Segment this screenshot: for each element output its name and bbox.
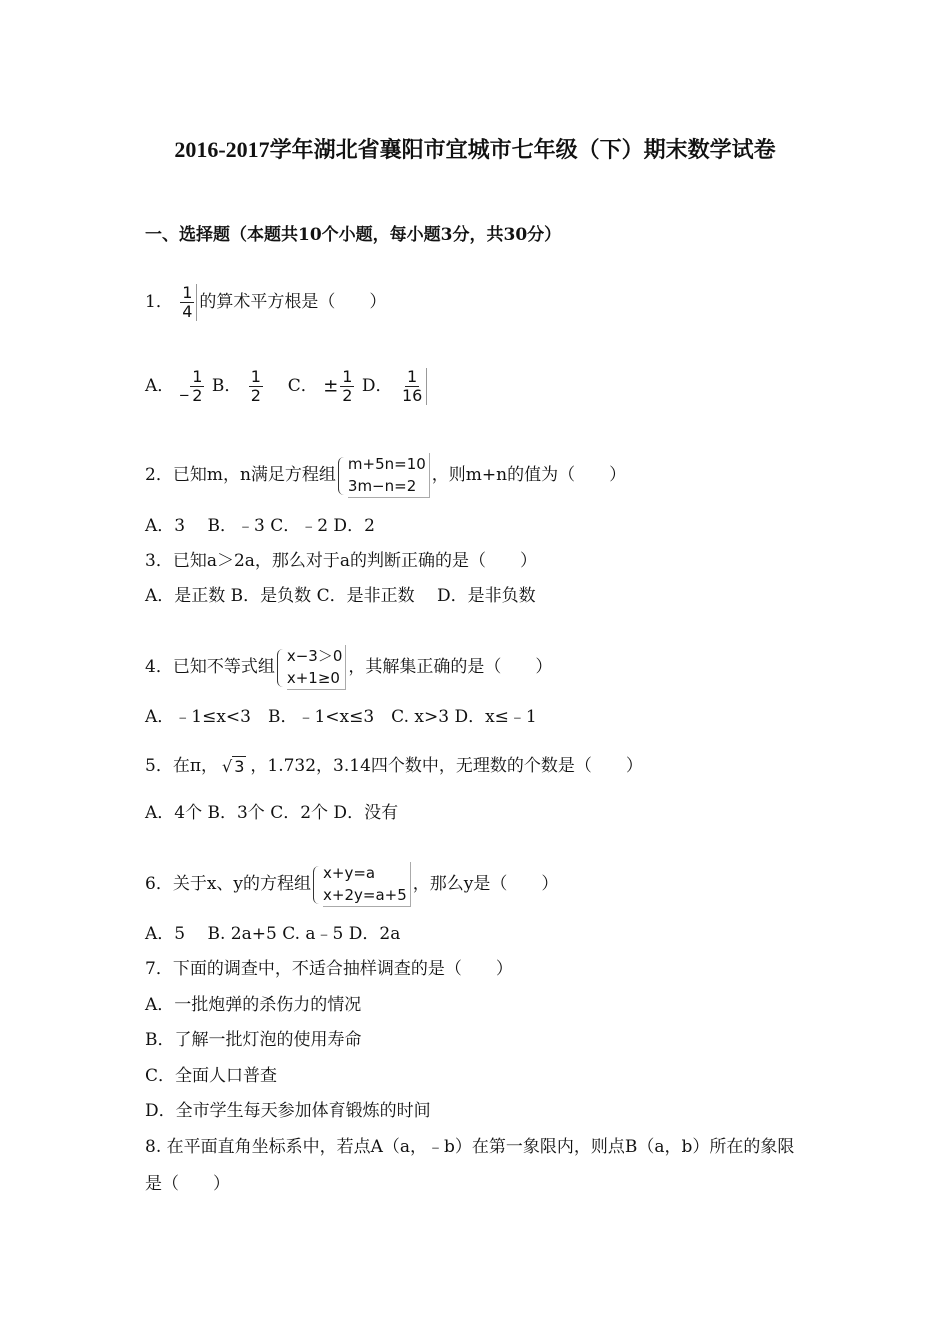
equation-2: x+2y=a+5 [323, 886, 407, 904]
option-c-sign: ± [323, 375, 339, 397]
equation-1: x+y=a [323, 864, 376, 882]
option-c-fraction [340, 368, 354, 405]
section-heading: 一、选择题（本题共10个小题，每小题3分，共30分） [145, 225, 562, 245]
radicand: 3 [234, 756, 245, 776]
option-c-label: C． [287, 376, 318, 396]
question-3: 3．已知a＞2a，那么对于a的判断正确的是（ ） [145, 551, 538, 571]
question-1-options [145, 368, 429, 405]
inequality-1: x−3＞0 [286, 647, 343, 665]
equation-system [313, 862, 411, 907]
fraction-one-quarter [180, 284, 197, 321]
fraction-denominator: 4 [182, 302, 193, 321]
option-a-label: A． [145, 376, 175, 396]
question-7-option-c: C．全面人口普查 [145, 1066, 278, 1086]
question-text-pre: 已知m，n满足方程组 [172, 465, 336, 485]
question-text-pre: 关于x、y的方程组 [172, 874, 312, 894]
inequality-2: x+1≥0 [286, 669, 340, 687]
option-b-fraction [249, 368, 263, 405]
question-8-continued: 是（ ） [145, 1174, 230, 1194]
question-5-options: A．4个 B．3个 C．2个 D．没有 [145, 803, 399, 823]
question-8: 8. 在平面直角坐标系中，若点A（a，﹣b）在第一象限内，则点B（a，b）所在的象限 [145, 1137, 795, 1157]
fraction-denominator: 2 [250, 386, 261, 405]
question-2-options: A．3 B．﹣3 C．﹣2 D．2 [145, 516, 375, 536]
fraction-numerator: 1 [250, 367, 261, 386]
equation-2: 3m−n=2 [347, 477, 417, 495]
question-4-options: A．﹣1≤x<3 B．﹣1<x≤3 C. x>3 D．x≤﹣1 [145, 707, 537, 727]
question-text: 的算术平方根是（ ） [199, 292, 387, 312]
equation-system [338, 453, 430, 498]
fraction-numerator: 1 [182, 283, 193, 302]
brace-icon [313, 866, 320, 904]
sqrt-icon: √ 3 [222, 756, 245, 776]
question-text-post: ，1.732，3.14四个数中，无理数的个数是（ ） [250, 756, 643, 776]
question-7-option-a: A．一批炮弹的杀伤力的情况 [145, 995, 362, 1015]
option-a-fraction [190, 368, 204, 405]
page-title: 2016-2017学年湖北省襄阳市宜城市七年级（下）期末数学试卷 [174, 137, 776, 162]
question-text-post: ，那么y是（ ） [412, 874, 559, 894]
brace-icon [338, 457, 345, 495]
fraction-denominator: 2 [342, 386, 353, 405]
question-6-options: A．5 B. 2a+5 C. a﹣5 D．2a [145, 924, 401, 944]
brace-icon [277, 649, 284, 687]
question-3-options: A．是正数 B．是负数 C．是非正数 D．是非负数 [145, 586, 536, 606]
fraction-denominator: 16 [401, 386, 423, 405]
question-text-pre: 已知不等式组 [172, 657, 275, 677]
question-number: 6． [145, 874, 173, 894]
equation-1: m+5n=10 [347, 455, 426, 473]
question-7: 7．下面的调查中，不适合抽样调查的是（ ） [145, 959, 513, 979]
question-1 [145, 284, 386, 321]
question-2 [145, 453, 626, 498]
inequality-system [277, 645, 347, 690]
fraction-numerator: 1 [407, 367, 418, 386]
question-number: 1． [145, 292, 173, 312]
question-7-option-d: D．全市学生每天参加体育锻炼的时间 [145, 1101, 431, 1121]
question-5 [145, 755, 643, 778]
option-d-fraction [400, 368, 427, 405]
fraction-numerator: 1 [192, 367, 203, 386]
question-7-option-b: B．了解一批灯泡的使用寿命 [145, 1030, 362, 1050]
fraction-denominator: 2 [192, 386, 203, 405]
option-d-label: D． [361, 376, 393, 396]
question-text-pre: 5．在π， [145, 756, 218, 776]
question-number: 2． [145, 465, 173, 485]
question-text-post: ，其解集正确的是（ ） [348, 657, 553, 677]
question-number: 4． [145, 657, 173, 677]
option-a-sign: _ [180, 376, 189, 396]
question-4 [145, 645, 552, 690]
option-b-label: B． [211, 376, 242, 396]
question-text-post: ，则m+n的值为（ ） [431, 465, 627, 485]
question-6 [145, 862, 558, 907]
fraction-numerator: 1 [342, 367, 353, 386]
